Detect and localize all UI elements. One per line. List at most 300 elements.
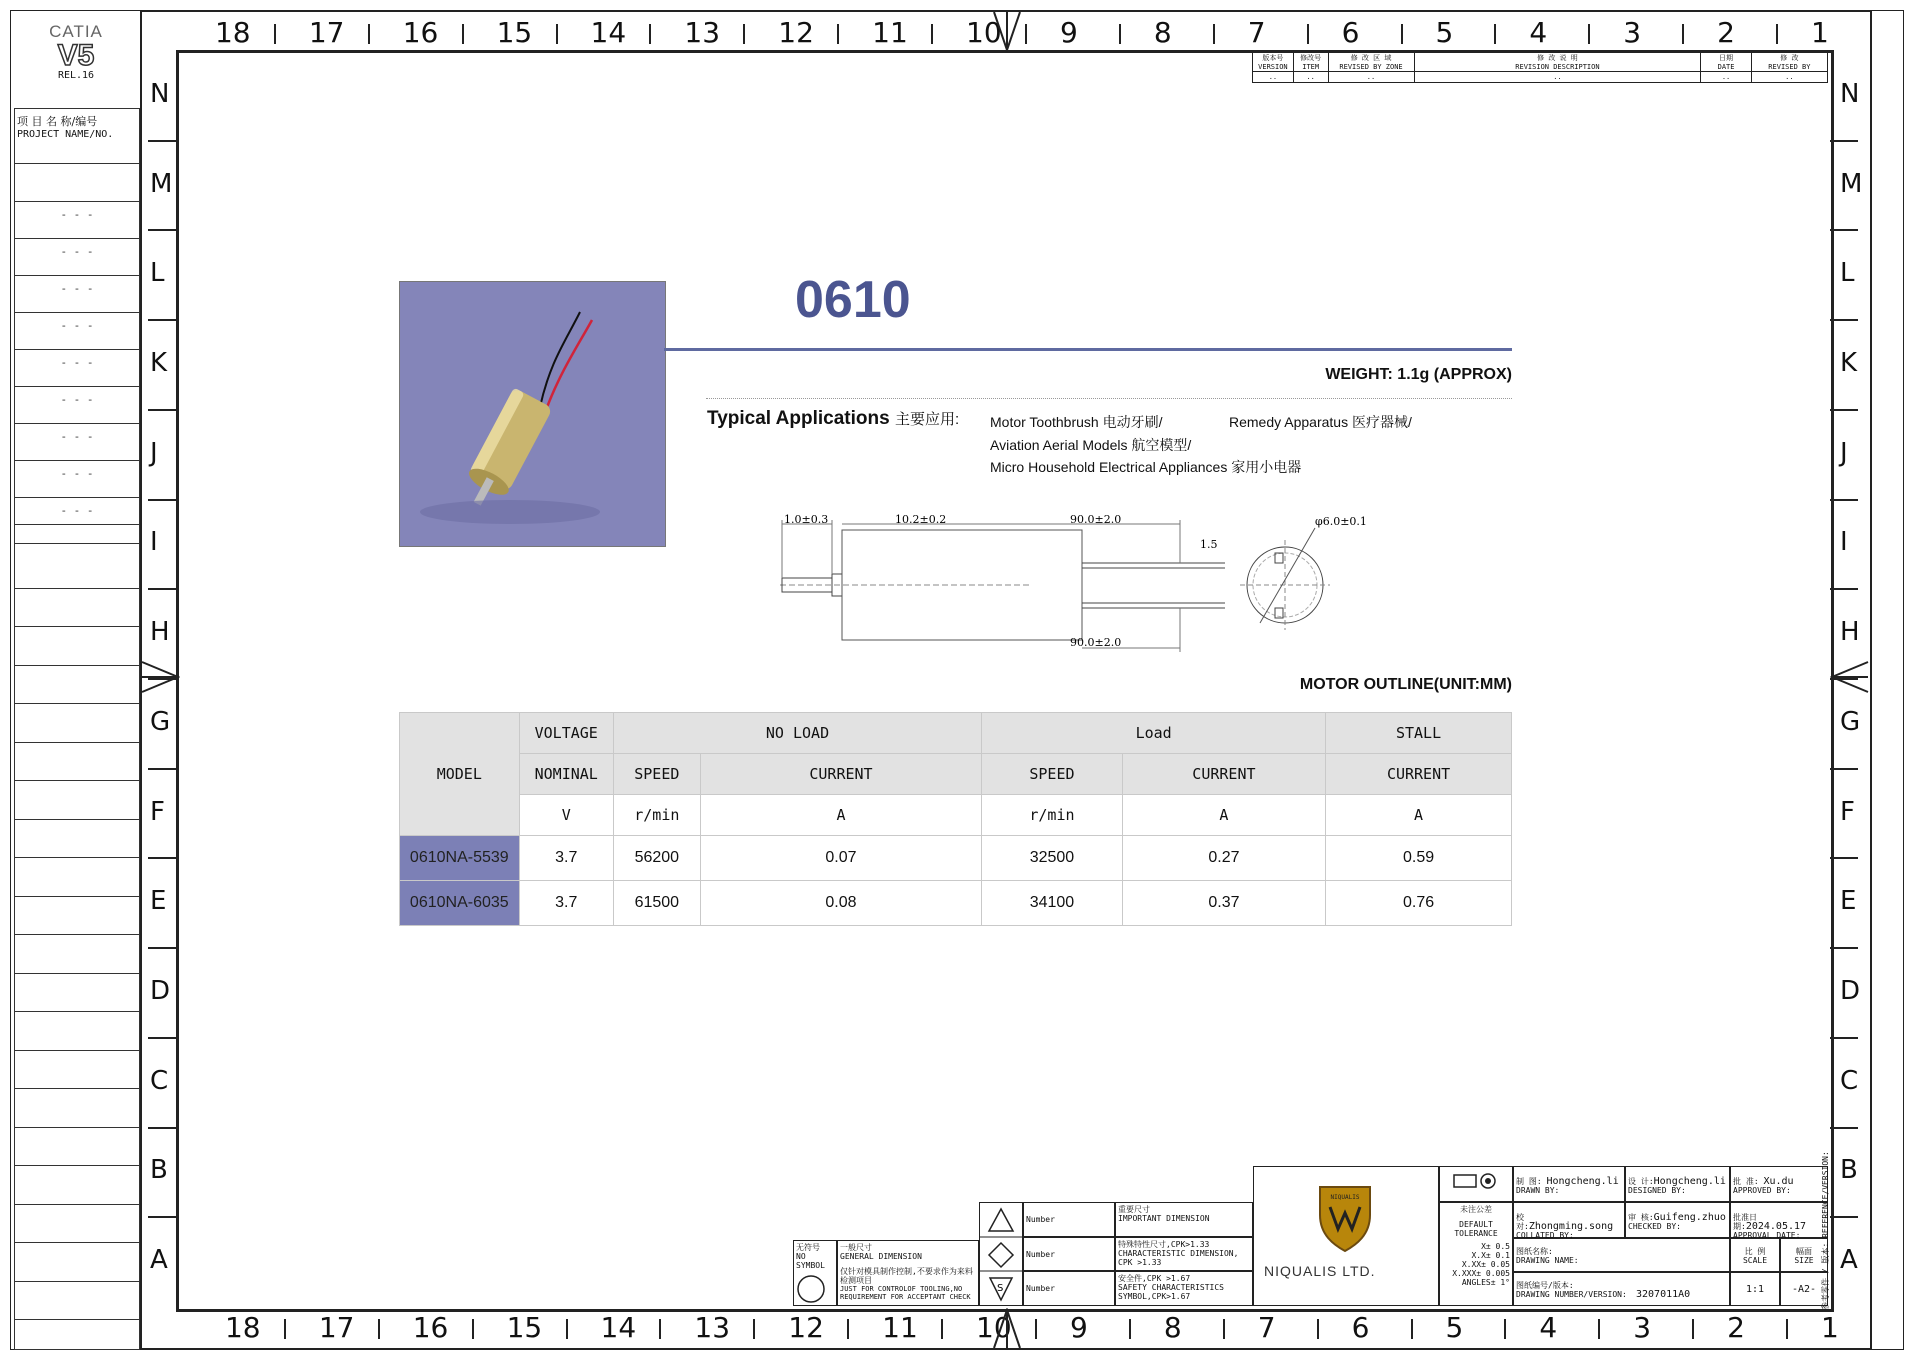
- project-panel-row: [15, 588, 139, 589]
- approval-date: [1730, 1202, 1828, 1238]
- dotted-rule: [706, 398, 1512, 399]
- symbol-block-icons: [979, 1202, 1023, 1306]
- dimension-symbol-icons: [980, 1203, 1022, 1305]
- th-no-load: NO LOAD: [613, 713, 981, 754]
- drawing-number-value: 3207011A0: [1636, 1289, 1691, 1300]
- revision-header-en: DATE: [1717, 63, 1735, 71]
- project-panel-row: [15, 1319, 139, 1320]
- revision-header: [1253, 53, 1294, 72]
- zone-tick: [1223, 1319, 1225, 1339]
- zone-tick: [1129, 1319, 1131, 1339]
- project-panel-dash: - - -: [60, 430, 94, 443]
- zone-col-5: 5: [1445, 1311, 1464, 1344]
- drawn-label-cn: 制 图:: [1516, 1177, 1542, 1186]
- center-mark-bottom: [992, 1308, 1022, 1350]
- zone-row-F-left: F: [150, 796, 165, 827]
- zone-tick: [566, 1319, 568, 1339]
- catia-brand: CATIA: [49, 22, 103, 41]
- zone-row-tick: [1830, 588, 1858, 590]
- spec-subheader: CURRENT: [700, 754, 981, 795]
- zone-tick: [1786, 1319, 1788, 1339]
- zone-row-tick: [148, 499, 176, 501]
- zone-col-10: 10: [976, 1311, 1012, 1344]
- designed-value: Hongcheng.li: [1653, 1176, 1726, 1187]
- zone-row-N-left: N: [150, 78, 170, 109]
- zone-row-tick: [148, 140, 176, 142]
- project-panel-row: [15, 780, 139, 781]
- th-stall: STALL: [1326, 713, 1512, 754]
- drawn-value: Hongcheng.li: [1546, 1176, 1619, 1187]
- dim-shaft: 1.0±0.3: [784, 513, 829, 526]
- model-title: 0610: [795, 271, 911, 329]
- zone-row-tick: [1830, 1127, 1858, 1129]
- collated-label-cn: 校 对:: [1516, 1213, 1529, 1231]
- revision-header-cn: 版本号: [1262, 54, 1284, 62]
- zone-col-2: 2: [1727, 1311, 1745, 1344]
- tolerance-line: X.X± 0.1: [1471, 1251, 1510, 1260]
- zone-col-6: 6: [1341, 16, 1360, 49]
- zone-col-15: 15: [496, 16, 533, 49]
- approved-label-en: APPROVED BY:: [1733, 1186, 1791, 1195]
- scale-label: [1730, 1238, 1780, 1272]
- project-panel-row: [15, 201, 139, 202]
- zone-row-K-left: K: [150, 348, 168, 378]
- project-panel-dash: - - -: [60, 467, 94, 480]
- characteristic-cn: 特殊特性尺寸,CPK>1.33: [1118, 1240, 1210, 1249]
- zone-tick: [1119, 24, 1121, 44]
- collated-label-en: COLLATED BY:: [1516, 1231, 1574, 1240]
- number-3: Number: [1023, 1271, 1115, 1306]
- scale-value: 1:1: [1730, 1272, 1780, 1306]
- drawing-name-label-cn: 图纸名称:: [1516, 1247, 1553, 1256]
- scale-label-cn: 比 例: [1744, 1247, 1766, 1256]
- project-panel-row: [15, 896, 139, 897]
- zone-row-tick: [148, 1216, 176, 1218]
- zone-tick: [462, 24, 464, 44]
- zone-row-C-left: C: [150, 1065, 169, 1096]
- tolerance-cn: 未注公差: [1460, 1205, 1492, 1214]
- application-0: Motor Toothbrush 电动牙刷/: [990, 414, 1163, 430]
- title-rule: [664, 348, 1512, 351]
- zone-tick: [1401, 24, 1403, 44]
- zone-col-3: 3: [1633, 1311, 1652, 1344]
- table-row: [400, 881, 1512, 926]
- spec-cell-stall-current: 0.59: [1326, 836, 1512, 881]
- revision-header: [1328, 53, 1414, 72]
- zone-row-tick: [1830, 1037, 1858, 1039]
- zone-col-18: 18: [214, 16, 251, 49]
- zone-row-N-right: N: [1840, 78, 1860, 109]
- zone-tick: [1504, 1319, 1506, 1339]
- zone-row-E-right: E: [1840, 886, 1857, 917]
- no-symbol-en: NO SYMBOL: [796, 1252, 825, 1270]
- project-panel-row: [15, 742, 139, 743]
- zone-col-5: 5: [1435, 16, 1454, 49]
- zone-col-11: 11: [872, 16, 908, 49]
- zone-tick: [1494, 24, 1496, 44]
- drawn-by: [1513, 1166, 1625, 1202]
- zone-tick: [1682, 24, 1684, 44]
- symbol-no-symbol: [793, 1240, 837, 1306]
- spec-unit: A: [1326, 795, 1512, 836]
- zone-row-L-right: L: [1840, 258, 1855, 289]
- project-panel-row: [15, 349, 139, 350]
- zone-tick: [837, 24, 839, 44]
- zone-row-I-right: I: [1840, 527, 1848, 558]
- project-panel-dash: - - -: [60, 245, 94, 258]
- approval-date-value: 2024.05.17: [1745, 1221, 1807, 1232]
- catia-release: REL.16: [57, 70, 95, 81]
- project-panel-row: [15, 857, 139, 858]
- zone-col-12: 12: [778, 16, 814, 49]
- drawing-number-label-en: DRAWING NUMBER/VERSION:: [1516, 1290, 1627, 1299]
- drawing-number: [1513, 1272, 1730, 1306]
- zone-tick: [659, 1319, 661, 1339]
- zone-row-F-right: F: [1840, 796, 1855, 827]
- reference-version: 参考零件 / 版本: REFERENCE/VERSION:: [1821, 1151, 1830, 1310]
- project-panel-row: [15, 386, 139, 387]
- zone-tick: [1692, 1319, 1694, 1339]
- revision-header: [1701, 53, 1751, 72]
- spec-subheader: NOMINAL: [519, 754, 613, 795]
- zone-row-M-right: M: [1840, 168, 1863, 199]
- zone-tick: [556, 24, 558, 44]
- approval-date-label-cn: 批准日期:: [1733, 1213, 1757, 1231]
- table-row: [400, 836, 1512, 881]
- center-mark-top: [992, 10, 1022, 52]
- spec-cell-l-current: 0.37: [1122, 881, 1325, 926]
- zone-row-tick: [148, 1127, 176, 1129]
- project-panel-row: [15, 1088, 139, 1089]
- applications-cn: 主要应用:: [894, 411, 960, 428]
- projection-symbol: [1439, 1166, 1513, 1202]
- project-panel-row: [15, 1165, 139, 1166]
- revision-header-cn: 修 改 区 域: [1350, 54, 1392, 62]
- zone-col-4: 4: [1529, 16, 1548, 49]
- project-panel-dash: - - -: [60, 282, 94, 295]
- company-logo-icon: [1314, 1181, 1376, 1253]
- zone-tick: [941, 1319, 943, 1339]
- motor-image-icon: [400, 282, 665, 546]
- project-panel-dash: - - -: [60, 208, 94, 221]
- zone-row-G-right: G: [1840, 706, 1861, 737]
- size-label-en: SIZE: [1794, 1256, 1814, 1265]
- zone-row-B-left: B: [150, 1155, 168, 1186]
- applications-en: Typical Applications: [707, 408, 890, 429]
- revision-cell: ..: [1328, 72, 1414, 83]
- zone-row-tick: [148, 768, 176, 770]
- zone-row-K-right: K: [1840, 348, 1858, 378]
- zone-row-D-right: D: [1840, 976, 1861, 1006]
- zone-col-7: 7: [1247, 16, 1266, 49]
- important-en: IMPORTANT DIMENSION: [1118, 1214, 1210, 1223]
- application-2: Aviation Aerial Models 航空模型/: [990, 437, 1192, 453]
- zone-col-18: 18: [224, 1311, 261, 1344]
- project-panel-dash: - - -: [60, 319, 94, 332]
- center-mark-left: [140, 660, 180, 694]
- control-en: JUST FOR CONTROLOF TOOLING,NO REQUIREMENT FOR ACCEPTANT CHECK: [840, 1285, 971, 1301]
- zone-row-tick: [148, 229, 176, 231]
- zone-row-C-right: C: [1840, 1065, 1859, 1096]
- tolerance-en1: DEFAULT: [1459, 1220, 1493, 1229]
- application-1: Remedy Apparatus 医疗器械/: [1229, 414, 1412, 430]
- project-label-cn: 项 目 名 称/编号: [17, 115, 98, 128]
- svg-text:S: S: [997, 1283, 1004, 1294]
- revision-header-en: ITEM: [1302, 63, 1320, 71]
- spec-cell-nl-current: 0.07: [700, 836, 981, 881]
- project-panel-dash: - - -: [60, 504, 94, 517]
- center-mark-right: [1830, 660, 1870, 694]
- tolerance-line: X.XXX± 0.005: [1452, 1269, 1510, 1278]
- zone-row-tick: [1830, 947, 1858, 949]
- symbol-general: [837, 1240, 979, 1306]
- zone-row-G-left: G: [150, 706, 171, 737]
- project-panel-row: [15, 524, 139, 525]
- revision-cell: ..: [1751, 72, 1827, 83]
- circle-symbol-icon: [796, 1274, 826, 1304]
- zone-col-16: 16: [402, 16, 439, 49]
- motor-outline-drawing: [770, 508, 1390, 658]
- project-panel-row: [15, 1127, 139, 1128]
- zone-col-9: 9: [1069, 1311, 1088, 1344]
- designed-label-cn: 设 计:: [1628, 1177, 1654, 1186]
- characteristic-dimension: [1115, 1237, 1253, 1271]
- project-panel-row: [15, 460, 139, 461]
- project-panel-row: [15, 1050, 139, 1051]
- drawing-name: [1513, 1238, 1730, 1272]
- applications-label: [707, 408, 959, 430]
- spec-cell-nl-current: 0.08: [700, 881, 981, 926]
- project-panel-dash: - - -: [60, 393, 94, 406]
- spec-cell-model: 0610NA-6035: [400, 881, 520, 926]
- spec-cell-l-speed: 34100: [982, 881, 1123, 926]
- zone-row-J-left: J: [150, 437, 158, 468]
- zone-col-17: 17: [318, 1311, 355, 1344]
- dim-strip: 1.5: [1200, 538, 1218, 551]
- tolerance-line: ANGLES± 1°: [1461, 1278, 1510, 1287]
- collated-value: Zhongming.song: [1528, 1221, 1614, 1232]
- revision-cell: ..: [1701, 72, 1751, 83]
- zone-row-tick: [148, 947, 176, 949]
- revision-header-en: REVISION DESCRIPTION: [1515, 63, 1600, 71]
- size-label-cn: 幅面: [1796, 1247, 1812, 1256]
- zone-tick: [1213, 24, 1215, 44]
- number-2: Number: [1023, 1237, 1115, 1271]
- zone-col-8: 8: [1153, 16, 1172, 49]
- th-model: MODEL: [400, 713, 520, 836]
- size-value: -A2-: [1780, 1272, 1828, 1306]
- number-1: Number: [1023, 1202, 1115, 1237]
- dim-diameter: φ6.0±0.1: [1315, 515, 1367, 528]
- project-panel: [14, 108, 140, 1350]
- revision-header: [1414, 53, 1701, 72]
- zone-tick: [274, 24, 276, 44]
- zone-row-A-left: A: [150, 1245, 168, 1276]
- zone-row-tick: [1830, 857, 1858, 859]
- project-panel-row: [15, 1011, 139, 1012]
- spec-unit: A: [1122, 795, 1325, 836]
- designed-by: [1625, 1166, 1730, 1202]
- zone-row-tick: [148, 678, 176, 680]
- zone-row-tick: [148, 588, 176, 590]
- tolerance-block: [1439, 1202, 1513, 1306]
- spec-subheader: CURRENT: [1326, 754, 1512, 795]
- zone-col-7: 7: [1257, 1311, 1276, 1344]
- zone-col-10: 10: [966, 16, 1002, 49]
- zone-row-H-right: H: [1840, 617, 1860, 648]
- project-panel-row: [15, 1204, 139, 1205]
- revision-cell: ..: [1293, 72, 1328, 83]
- revision-header-cn: 日期: [1719, 54, 1734, 62]
- zone-tick: [1035, 1319, 1037, 1339]
- th-voltage: VOLTAGE: [519, 713, 613, 754]
- project-panel-row: [15, 238, 139, 239]
- spec-cell-model: 0610NA-5539: [400, 836, 520, 881]
- zone-tick: [931, 24, 933, 44]
- outline-caption: MOTOR OUTLINE(UNIT:MM): [1299, 676, 1512, 693]
- important-cn: 重要尺寸: [1118, 1205, 1150, 1214]
- checked-value: Guifeng.zhuo: [1653, 1212, 1726, 1223]
- zone-tick: [649, 24, 651, 44]
- zone-col-13: 13: [694, 1311, 731, 1344]
- zone-tick: [1411, 1319, 1413, 1339]
- zone-row-M-left: M: [150, 168, 173, 199]
- spec-table: [399, 712, 1512, 926]
- spec-subheader: CURRENT: [1122, 754, 1325, 795]
- spec-cell-voltage: 3.7: [519, 836, 613, 881]
- approved-label-cn: 批 准:: [1733, 1177, 1759, 1186]
- company-block: [1253, 1166, 1439, 1306]
- zone-row-tick: [1830, 768, 1858, 770]
- zone-col-15: 15: [506, 1311, 543, 1344]
- spec-cell-nl-speed: 61500: [613, 881, 700, 926]
- project-panel-row: [15, 819, 139, 820]
- collated-by: [1513, 1202, 1625, 1238]
- spec-cell-nl-speed: 56200: [613, 836, 700, 881]
- approval-date-label-en: APPROVAL DATE:: [1733, 1231, 1801, 1240]
- project-panel-row: [15, 312, 139, 313]
- projection-icon: [1442, 1169, 1502, 1193]
- zone-row-tick: [1830, 678, 1858, 680]
- zone-tick: [743, 24, 745, 44]
- checked-by: [1625, 1202, 1730, 1238]
- control-cn: 仅针对模具制作控制,不要求作为来料检测项目: [840, 1267, 973, 1285]
- characteristic-en: CHARACTERISTIC DIMENSION, CPK >1.33: [1118, 1249, 1239, 1267]
- checked-label-en: CHECKED BY:: [1628, 1222, 1681, 1231]
- zone-col-14: 14: [600, 1311, 637, 1344]
- zone-col-12: 12: [788, 1311, 824, 1344]
- project-panel-row: [15, 275, 139, 276]
- project-panel-row: [15, 973, 139, 974]
- revision-header-cn: 修 改 说 明: [1537, 54, 1578, 62]
- project-panel-row: [15, 1281, 139, 1282]
- zone-tick: [847, 1319, 849, 1339]
- spec-cell-l-current: 0.27: [1122, 836, 1325, 881]
- zone-tick: [378, 1319, 380, 1339]
- project-label-en: PROJECT NAME/NO.: [17, 129, 114, 140]
- zone-col-4: 4: [1539, 1311, 1558, 1344]
- zone-row-tick: [1830, 319, 1858, 321]
- revision-header-en: REVISED BY ZONE: [1339, 63, 1403, 71]
- project-panel-row: [15, 626, 139, 627]
- zone-row-tick: [1830, 1216, 1858, 1218]
- revision-header-cn: 修改号: [1300, 54, 1322, 62]
- zone-tick: [472, 1319, 474, 1339]
- important-dimension: [1115, 1202, 1253, 1237]
- zone-row-tick: [148, 1037, 176, 1039]
- revision-cell: ..: [1253, 72, 1294, 83]
- zone-tick: [284, 1319, 286, 1339]
- project-panel-row: [15, 665, 139, 666]
- zone-col-2: 2: [1717, 16, 1735, 49]
- weight-label: WEIGHT: 1.1g (APPROX): [1325, 366, 1512, 383]
- revision-header: [1751, 53, 1827, 72]
- zone-tick: [1317, 1319, 1319, 1339]
- safety-characteristic: [1115, 1271, 1253, 1306]
- project-panel-row: [15, 423, 139, 424]
- zone-col-13: 13: [684, 16, 721, 49]
- zone-tick: [1588, 24, 1590, 44]
- project-panel-dash: - - -: [60, 356, 94, 369]
- company-name: NIQUALIS LTD.: [1264, 1263, 1376, 1279]
- zone-row-I-left: I: [150, 527, 158, 558]
- zone-tick: [1025, 24, 1027, 44]
- project-panel-row: [15, 543, 139, 544]
- zone-row-E-left: E: [150, 886, 167, 917]
- zone-row-A-right: A: [1840, 1245, 1858, 1276]
- logo-text: NIQUALIS: [1330, 1194, 1360, 1201]
- approved-by: [1730, 1166, 1828, 1202]
- zone-row-D-left: D: [150, 976, 171, 1006]
- catia-logo: [16, 22, 136, 81]
- th-load: Load: [982, 713, 1326, 754]
- revision-header: [1293, 53, 1328, 72]
- revision-cell: ..: [1414, 72, 1701, 83]
- approved-value: Xu.du: [1763, 1176, 1794, 1187]
- zone-tick: [1307, 24, 1309, 44]
- drawing-number-label-cn: 图纸编号/版本:: [1516, 1281, 1574, 1290]
- dim-lead-bottom: 90.0±2.0: [1070, 636, 1122, 649]
- zone-col-14: 14: [590, 16, 627, 49]
- spec-subheader: SPEED: [613, 754, 700, 795]
- dim-lead-top: 90.0±2.0: [1070, 513, 1122, 526]
- zone-col-3: 3: [1623, 16, 1642, 49]
- zone-tick: [368, 24, 370, 44]
- safety-en: SAFETY CHARACTERISTICS SYMBOL,CPK>1.67: [1118, 1283, 1224, 1301]
- no-symbol-cn: 无符号: [796, 1243, 820, 1252]
- tolerance-en2: TOLERANCE: [1454, 1229, 1498, 1238]
- revision-header-en: REVISED BY: [1768, 63, 1811, 71]
- spec-unit: r/min: [613, 795, 700, 836]
- zone-col-1: 1: [1821, 1311, 1839, 1344]
- checked-label-cn: 审 核:: [1628, 1213, 1654, 1222]
- spec-unit: V: [519, 795, 613, 836]
- revision-header-cn: 修 改: [1780, 54, 1799, 62]
- spec-cell-stall-current: 0.76: [1326, 881, 1512, 926]
- project-panel-row: [15, 1242, 139, 1243]
- zone-row-L-left: L: [150, 258, 165, 289]
- project-panel-row: [15, 163, 139, 164]
- general-en: GENERAL DIMENSION: [840, 1252, 922, 1261]
- zone-tick: [753, 1319, 755, 1339]
- zone-row-tick: [1830, 499, 1858, 501]
- zone-tick: [1598, 1319, 1600, 1339]
- zone-tick: [1776, 24, 1778, 44]
- zone-col-17: 17: [308, 16, 345, 49]
- general-cn: 一般尺寸: [840, 1243, 872, 1252]
- zone-col-1: 1: [1811, 16, 1829, 49]
- designed-label-en: DESIGNED BY:: [1628, 1186, 1686, 1195]
